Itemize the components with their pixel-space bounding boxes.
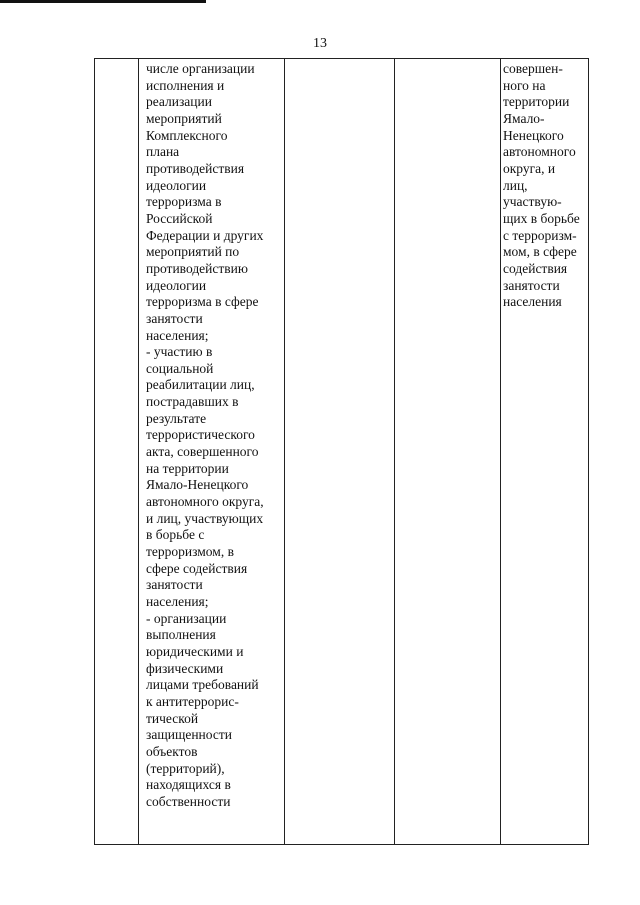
- column-divider-3: [394, 58, 395, 845]
- column-5-text-line: совершен-: [503, 61, 563, 76]
- table-bottom-border: [94, 844, 589, 846]
- table-border-left: [94, 58, 95, 845]
- column-2-text-line: и лиц, участвующих: [146, 510, 264, 526]
- column-2-text-line: реализации: [146, 94, 212, 110]
- column-2-text-line: занятости: [146, 310, 203, 326]
- top-rule: [0, 0, 206, 3]
- column-2-text-line: акта, совершенного: [146, 444, 259, 460]
- page-number: 13: [313, 36, 327, 51]
- column-2-text-line: к антитеррорис-: [146, 693, 239, 709]
- column-2-text-line: Федерации и других: [146, 227, 264, 243]
- column-2-text-line: Ямало-Ненецкого: [146, 477, 249, 493]
- column-2-text-line: Комплексного: [146, 127, 228, 143]
- column-2-text-line: мероприятий по: [146, 244, 240, 260]
- column-2-text-line: выполнения: [146, 627, 216, 643]
- column-5-text-line: населения: [503, 294, 562, 310]
- column-2-text-line: на территории: [146, 460, 229, 476]
- column-2-text-line: терроризма в: [146, 194, 222, 210]
- column-2-text-line: в борьбе с: [146, 527, 205, 543]
- column-2-text-line: мероприятий: [146, 110, 222, 126]
- column-2-text-line: занятости: [146, 577, 203, 593]
- column-2-text-line: автономного округа,: [146, 494, 264, 510]
- column-divider-2: [284, 58, 285, 845]
- column-2-text-line: (территорий),: [146, 760, 225, 776]
- column-2-text-line: исполнения и: [146, 77, 225, 93]
- document-table: [94, 58, 589, 845]
- column-5-text-line: с терроризм-: [503, 227, 577, 243]
- column-2-text-line: населения;: [146, 594, 209, 609]
- column-5-text-line: Ненецкого: [503, 127, 564, 143]
- column-2-text-line: тической: [146, 710, 199, 726]
- table-cell-column-5: [503, 61, 580, 311]
- table-cell-column-2: [146, 61, 264, 811]
- column-2-text-line: юридическими и: [146, 643, 244, 659]
- table-border-right: [588, 58, 589, 845]
- column-2-text-line: населения;: [146, 327, 209, 343]
- column-2-text-line: идеологии: [146, 177, 207, 193]
- column-2-text-line: террористического: [146, 427, 255, 443]
- column-2-text-line: идеологии: [146, 277, 207, 293]
- column-2-text-line: - участию в: [146, 344, 213, 360]
- column-2-text-line: реабилитации лиц,: [146, 377, 255, 393]
- column-2-text-line: Российской: [146, 210, 213, 226]
- column-2-text-line: пострадавших в: [146, 394, 239, 410]
- column-5-text-line: содействия: [503, 260, 568, 276]
- column-2-text-line: результате: [146, 410, 207, 426]
- column-divider-4: [500, 58, 501, 845]
- column-2-text-line: лицами требований: [146, 677, 259, 693]
- column-2-text-line: защищенности: [146, 727, 232, 743]
- column-5-text-line: занятости: [503, 277, 560, 293]
- column-2-text-line: социальной: [146, 360, 214, 376]
- column-5-text-line: территории: [503, 94, 570, 110]
- column-5-text-line: округа, и: [503, 160, 556, 176]
- column-2-text-line: терроризма в сфере: [146, 294, 259, 310]
- column-2-text-line: сфере содействия: [146, 560, 248, 576]
- column-5-text-line: мом, в сфере: [503, 244, 577, 260]
- column-2-text-line: собственности: [146, 793, 231, 809]
- column-2-text-line: физическими: [146, 660, 224, 676]
- column-5-text-line: ного на: [503, 77, 546, 93]
- column-2-text-line: плана: [146, 144, 180, 160]
- column-2-text-line: терроризмом, в: [146, 544, 234, 560]
- column-2-text-line: объектов: [146, 743, 198, 759]
- column-5-text-line: лиц,: [503, 177, 528, 193]
- column-5-text-line: Ямало-: [503, 110, 545, 126]
- column-2-text-line: находящихся в: [146, 777, 231, 793]
- table-top-border: [94, 58, 589, 59]
- column-5-text-line: участвую-: [503, 194, 562, 210]
- column-2-text-line: противодействия: [146, 160, 245, 176]
- column-divider-1: [138, 58, 139, 845]
- column-5-text-line: автономного: [503, 144, 576, 160]
- column-5-text-line: щих в борьбе: [503, 210, 580, 226]
- column-2-text-line: числе организации: [146, 61, 255, 76]
- column-2-text-line: - организации: [146, 610, 227, 626]
- column-2-text-line: противодействию: [146, 260, 248, 276]
